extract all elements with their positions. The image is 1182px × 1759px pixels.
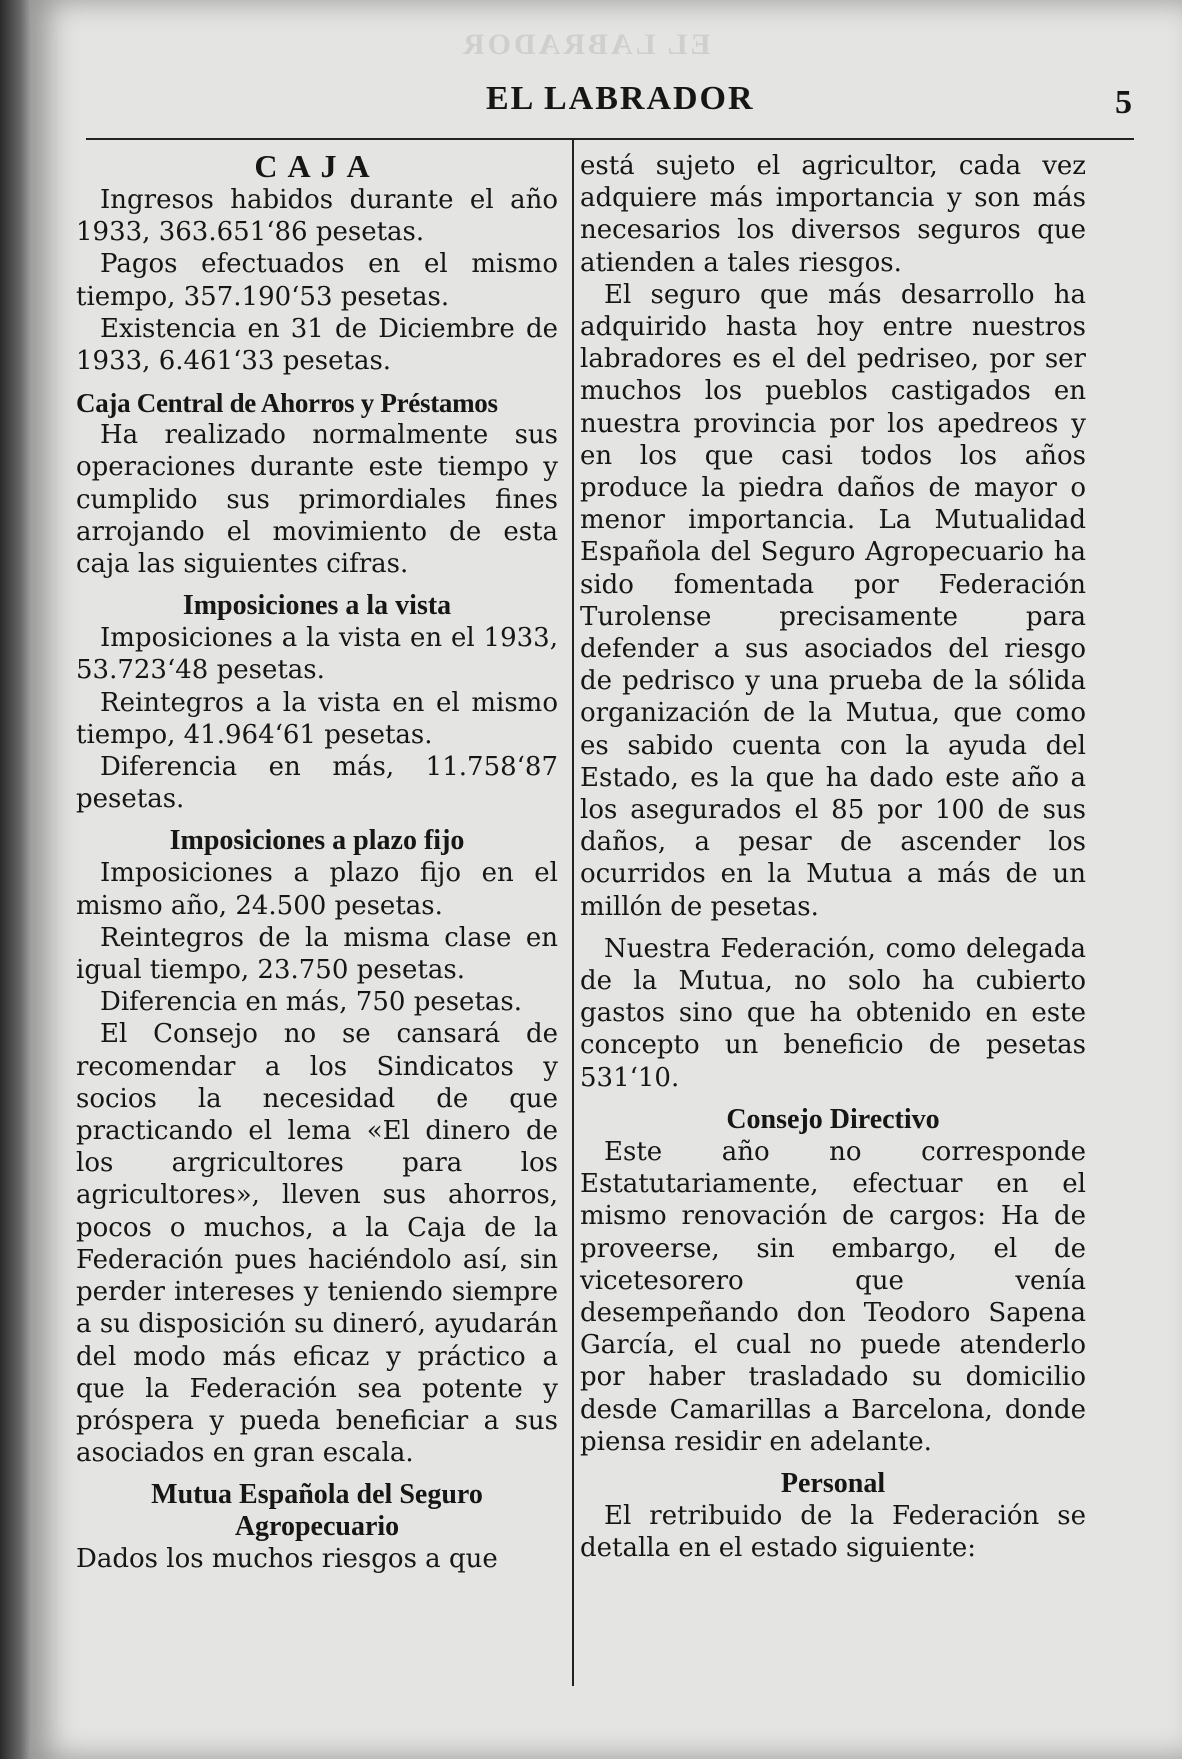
personal-heading: Personal <box>780 1467 886 1499</box>
plazo-diferencia: Diferencia en más, 750 pesetas. <box>100 987 523 1018</box>
mutua-start: Dados los muchos riesgos a que <box>76 1544 498 1575</box>
mutua-heading-line2: Agropecuario <box>234 1511 400 1543</box>
column-divider <box>572 138 574 1686</box>
vista-heading: Imposiciones a la vista <box>182 590 452 622</box>
mutua-continuation: está sujeto el agricultor, cada vez adquiere más importancia y son más necesarios los diversos seguros que atienden a tales riesgos. <box>580 151 1086 278</box>
header-rule <box>86 138 1134 140</box>
federacion-paragraph: Nuestra Federación, como delegada de la Mutua, no solo ha cubierto gastos sino que ha obtenido en este concepto un beneficio de pesetas 531‘10. <box>580 933 1086 1093</box>
caja-central-heading: Caja Central de Ahorros y Préstamos <box>76 388 498 419</box>
plazo-reintegros: Reintegros de la misma clase en igual tiempo, 23.750 pesetas. <box>76 922 558 986</box>
masthead-title: EL LABRADOR <box>486 80 755 117</box>
personal-paragraph: El retribuido de la Federación se detalla en el estado siguiente: <box>580 1500 1086 1564</box>
plazo-heading: Imposiciones a plazo fijo <box>169 825 465 857</box>
caja-ingresos: Ingresos habidos durante el año 1933, 363.651‘86 pesetas. <box>76 185 558 248</box>
caja-pagos: Pagos efectuados en el mismo tiempo, 357.190‘53 pesetas. <box>76 249 558 312</box>
book-binding-shadow <box>0 0 30 1759</box>
page-number: 5 <box>1115 84 1132 121</box>
caja-heading: CAJA <box>254 148 380 184</box>
bleed-through-text: EL LABRADOR <box>460 28 711 61</box>
mutua-heading-line1: Mutua Española del Seguro <box>151 1479 483 1511</box>
consejo-directivo-paragraph: Este año no corresponde Estatutariamente, efectuar en el mismo renovación de cargos: Ha de proveerse, sin embargo, el de vicetesorero que venía desempeñando don Teodoro Sapena García, el cual no puede atenderlo por haber trasladado su domicilio desde Camarillas a Barcelona, donde piensa residir en adelante. <box>580 1136 1086 1457</box>
vista-imposiciones: Imposiciones a la vista en el 1933, 53.723‘48 pesetas. <box>76 623 558 686</box>
plazo-imposiciones: Imposiciones a plazo fijo en el mismo año, 24.500 pesetas. <box>76 858 558 921</box>
seguro-paragraph: El seguro que más desarrollo ha adquirido hasta hoy entre nuestros labradores es el del pedriseo, por ser muchos los pueblos castigados en nuestra provincia por los apedreos y en los que casi todos los años produce la piedra daños de mayor o menor importancia. La Mutualidad Española del Seguro Agropecuario ha sido fomentada por Federación Turolense precisamente para defender a sus asociados del riesgo de pedrisco y una prueba de la sólida organización de la Mutua, que como es sabido cuenta con la ayuda del Estado, es la que ha dado este año a los asegurados el 85 por 100 de sus daños, a pesar de ascender los ocurridos en la Mutua a más de un millón de pesetas. <box>580 279 1086 922</box>
consejo-recomendacion: El Consejo no se cansará de recomendar a los Sindicatos y socios la necesidad de que practicando el lema «El dinero de los argricultores para los agricultores», lleven sus ahorros, pocos o muchos, a la Caja de la Federación pues haciéndolo así, sin perder intereses y teniendo siempre a su disposición su dineró, ayudarán del modo más eficaz y práctico a que la Federación sea potente y próspera y pueda beneficiar a sus asociados en gran escala. <box>76 1019 558 1469</box>
page-header <box>86 72 1136 132</box>
left-column <box>76 150 558 1576</box>
vista-reintegros: Reintegros a la vista en el mismo tiempo, 41.964‘61 pesetas. <box>76 687 558 750</box>
newspaper-page <box>30 0 1182 1759</box>
caja-existencia: Existencia en 31 de Diciembre de 1933, 6.461‘33 pesetas. <box>76 313 558 377</box>
consejo-directivo-heading: Consejo Directivo <box>726 1103 940 1135</box>
caja-central-paragraph: Ha realizado normalmente sus operaciones durante este tiempo y cumplido sus primordiales fines arrojando el movimiento de esta caja las siguientes cifras. <box>76 420 558 580</box>
right-column <box>580 150 1086 1564</box>
vista-diferencia: Diferencia en más, 11.758‘87 pesetas. <box>76 752 558 815</box>
